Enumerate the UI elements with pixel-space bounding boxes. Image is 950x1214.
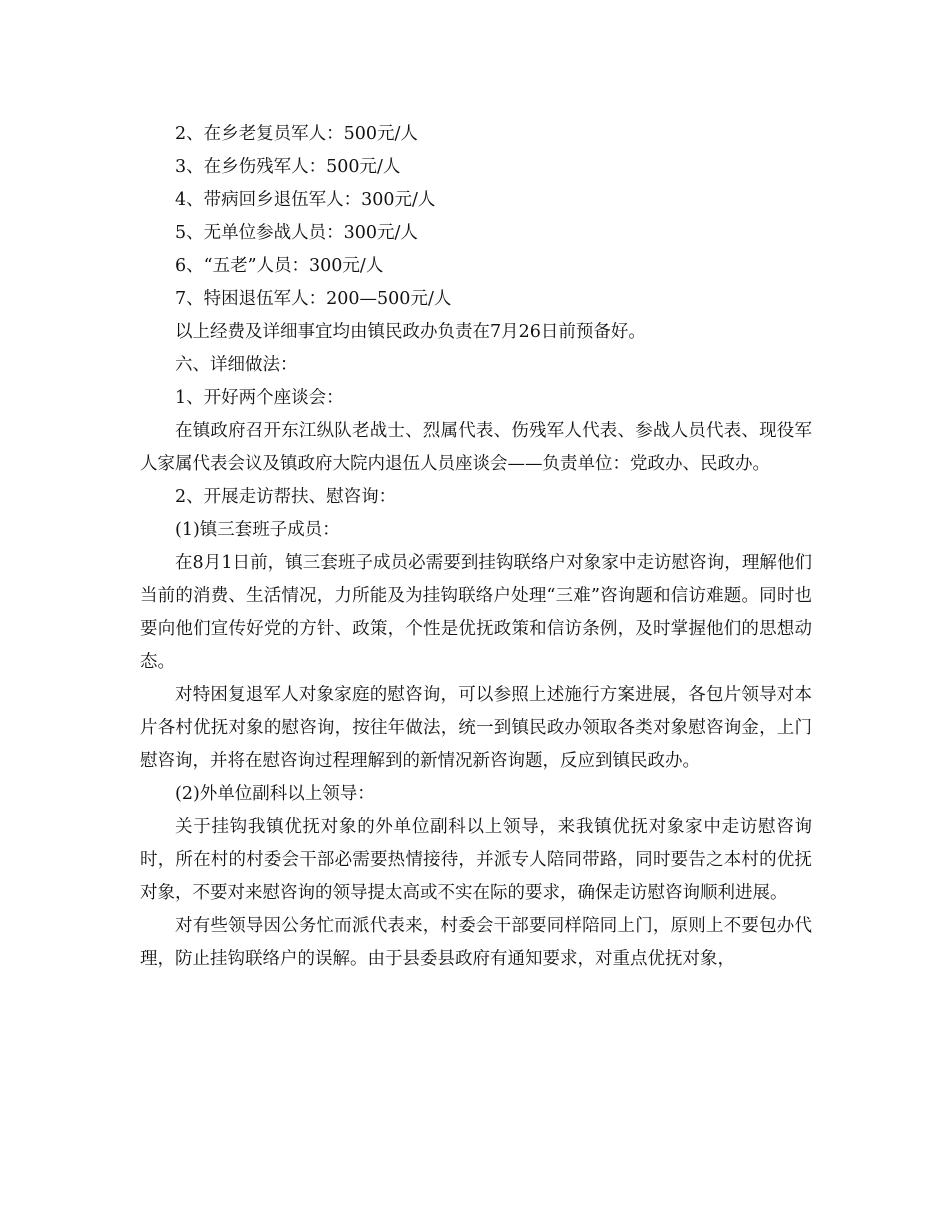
funding-note: 以上经费及详细事宜均由镇民政办负责在7月26日前预备好。 [175, 322, 646, 342]
section-heading-methods: 六、详细做法： [175, 355, 298, 375]
list-item-sick-veterans: 4、带病回乡退伍军人：300元/人 [175, 190, 436, 210]
subheading-symposiums: 1、开好两个座谈会： [175, 388, 344, 408]
subheading-town-leaders: (1)镇三套班子成员： [175, 520, 340, 540]
subheading-external-leaders: (2)外单位副科以上领导： [175, 784, 375, 804]
list-item-five-elders: 6、“五老”人员：300元/人 [175, 256, 384, 276]
paragraph-town-leaders: 在8月1日前，镇三套班子成员必需要到挂钩联络户对象家中走访慰咨询，理解他们当前的消费、生活情况，力所能及为挂钩联络户处理“三难”咨询题和信访难题。同时也要向他们宣传好党的方针、政策，个性是优抚政策和信访条例，及时掌握他们的思想动态。 [140, 553, 812, 672]
list-item-war-participants: 5、无单位参战人员：300元/人 [175, 223, 418, 243]
document-body [140, 118, 812, 976]
subheading-visits: 2、开展走访帮扶、慰咨询： [175, 487, 397, 507]
paragraph-external-leaders: 关于挂钩我镇优抚对象的外单位副科以上领导，来我镇优抚对象家中走访慰咨询时，所在村的村委会干部必需要热情接待，并派专人陪同带路，同时要告之本村的优抚对象，不要对来慰咨询的领导提太高或不实在际的要求，确保走访慰咨询顺利进展。 [140, 817, 812, 903]
paragraph-poor-families: 对特困复退军人对象家庭的慰咨询，可以参照上述施行方案进展，各包片领导对本片各村优抚对象的慰咨询，按往年做法，统一到镇民政办领取各类对象慰咨询金，上门慰咨询，并将在慰咨询过程理解到的新情况新咨询题，反应到镇民政办。 [140, 685, 812, 771]
list-item-poor-veterans: 7、特困退伍军人：200—500元/人 [175, 289, 452, 309]
paragraph-representatives: 对有些领导因公务忙而派代表来，村委会干部要同样陪同上门，原则上不要包办代理，防止挂钩联络户的误解。由于县委县政府有通知要求，对重点优抚对象， [140, 916, 812, 969]
paragraph-symposiums: 在镇政府召开东江纵队老战士、烈属代表、伤残军人代表、参战人员代表、现役军人家属代表会议及镇政府大院内退伍人员座谈会——负责单位：党政办、民政办。 [140, 421, 812, 474]
list-item-disabled-soldiers: 3、在乡伤残军人：500元/人 [175, 157, 401, 177]
list-item-veterans: 2、在乡老复员军人：500元/人 [175, 124, 418, 144]
